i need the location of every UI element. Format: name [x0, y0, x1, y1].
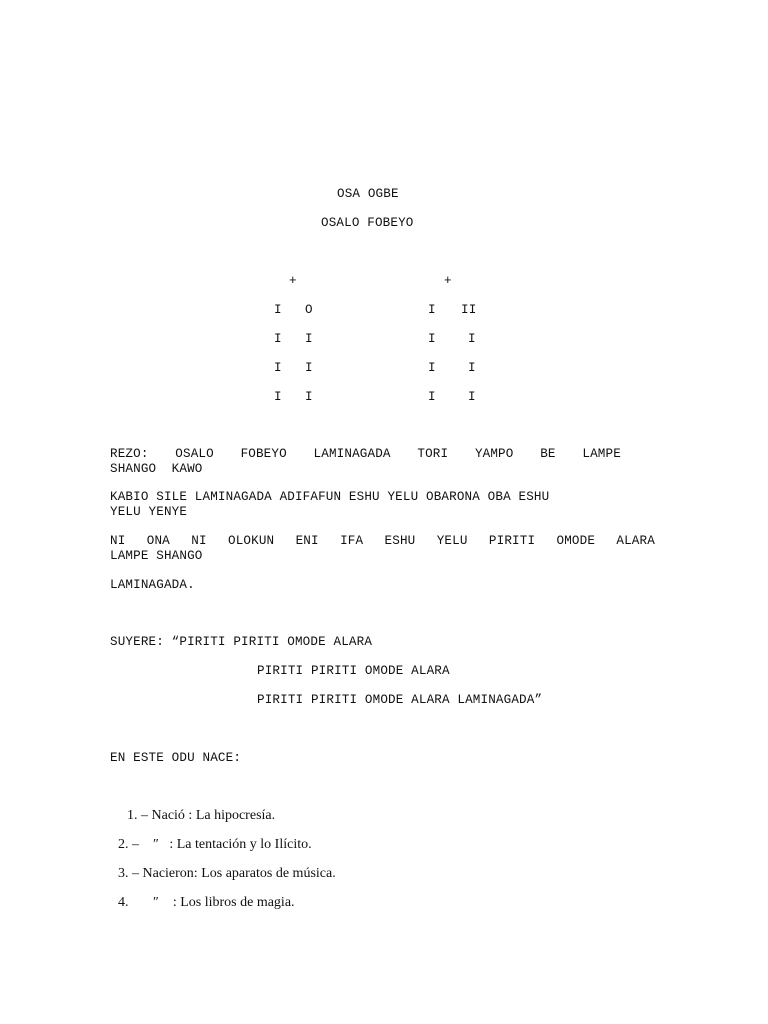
- suyere-line-1: SUYERE: “PIRITI PIRITI OMODE ALARA: [110, 635, 373, 649]
- rezo-word: ALARA: [616, 534, 655, 548]
- rezo-word: BE: [540, 447, 556, 461]
- sign-right-row-1-a: I: [428, 303, 436, 317]
- rezo-word: REZO:: [110, 447, 149, 461]
- sign-right-row-4-a: I: [428, 390, 436, 404]
- rezo-para4: LAMINAGADA.: [110, 578, 195, 592]
- sign-left-row-4-a: I: [274, 390, 282, 404]
- sign-left-row-3-b: I: [305, 361, 313, 375]
- list-item: 2. – ″ : La tentación y lo Ilícito.: [118, 837, 312, 852]
- list-item: 1. – Nació : La hipocresía.: [127, 808, 276, 823]
- sign-left-row-1-a: I: [274, 303, 282, 317]
- sign-right-row-1-b: II: [461, 303, 477, 317]
- page-subtitle: OSALO FOBEYO: [321, 216, 414, 230]
- list-item: 3. – Nacieron: Los aparatos de música.: [118, 866, 336, 881]
- rezo-para2-line-2: YELU YENYE: [110, 505, 188, 519]
- rezo-para3-line-1: [110, 534, 655, 549]
- rezo-line-1: [110, 447, 621, 462]
- rezo-line-2: SHANGO KAWO: [110, 462, 203, 476]
- rezo-word: OSALO: [175, 447, 214, 461]
- sign-left-mark: +: [289, 274, 297, 288]
- rezo-word: ESHU: [384, 534, 416, 548]
- sign-right-mark: +: [444, 274, 452, 288]
- rezo-word: TORI: [417, 447, 449, 461]
- suyere-line-3: PIRITI PIRITI OMODE ALARA LAMINAGADA”: [257, 693, 543, 707]
- sign-right-row-2-a: I: [428, 332, 436, 346]
- sign-right-row-4-b: I: [468, 390, 476, 404]
- rezo-word: NI: [110, 534, 126, 548]
- rezo-word: ONA: [146, 534, 170, 548]
- sign-left-row-2-b: I: [305, 332, 313, 346]
- sign-right-row-3-a: I: [428, 361, 436, 375]
- rezo-word: YELU: [436, 534, 468, 548]
- sign-left-row-4-b: I: [305, 390, 313, 404]
- rezo-para2-line-1: KABIO SILE LAMINAGADA ADIFAFUN ESHU YELU OBARONA OBA ESHU: [110, 490, 550, 504]
- rezo-word: NI: [191, 534, 207, 548]
- rezo-word: PIRITI: [488, 534, 536, 548]
- page-title: OSA OGBE: [337, 187, 399, 201]
- nace-heading: EN ESTE ODU NACE:: [110, 751, 242, 765]
- rezo-word: IFA: [340, 534, 364, 548]
- sign-right-row-3-b: I: [468, 361, 476, 375]
- rezo-word: LAMPE: [582, 447, 621, 461]
- list-item: 4. ″ : Los libros de magia.: [118, 895, 295, 910]
- sign-left-row-1-b: O: [305, 303, 313, 317]
- sign-left-row-2-a: I: [274, 332, 282, 346]
- rezo-word: OLOKUN: [228, 534, 275, 548]
- rezo-word: YAMPO: [474, 447, 514, 461]
- rezo-para3-line-2: LAMPE SHANGO: [110, 549, 203, 563]
- rezo-word: ENI: [295, 534, 319, 548]
- sign-left-row-3-a: I: [274, 361, 282, 375]
- sign-right-row-2-b: I: [468, 332, 476, 346]
- suyere-line-2: PIRITI PIRITI OMODE ALARA: [257, 664, 450, 678]
- rezo-word: FOBEYO: [240, 447, 287, 461]
- rezo-word: LAMINAGADA: [313, 447, 391, 461]
- rezo-word: OMODE: [556, 534, 596, 548]
